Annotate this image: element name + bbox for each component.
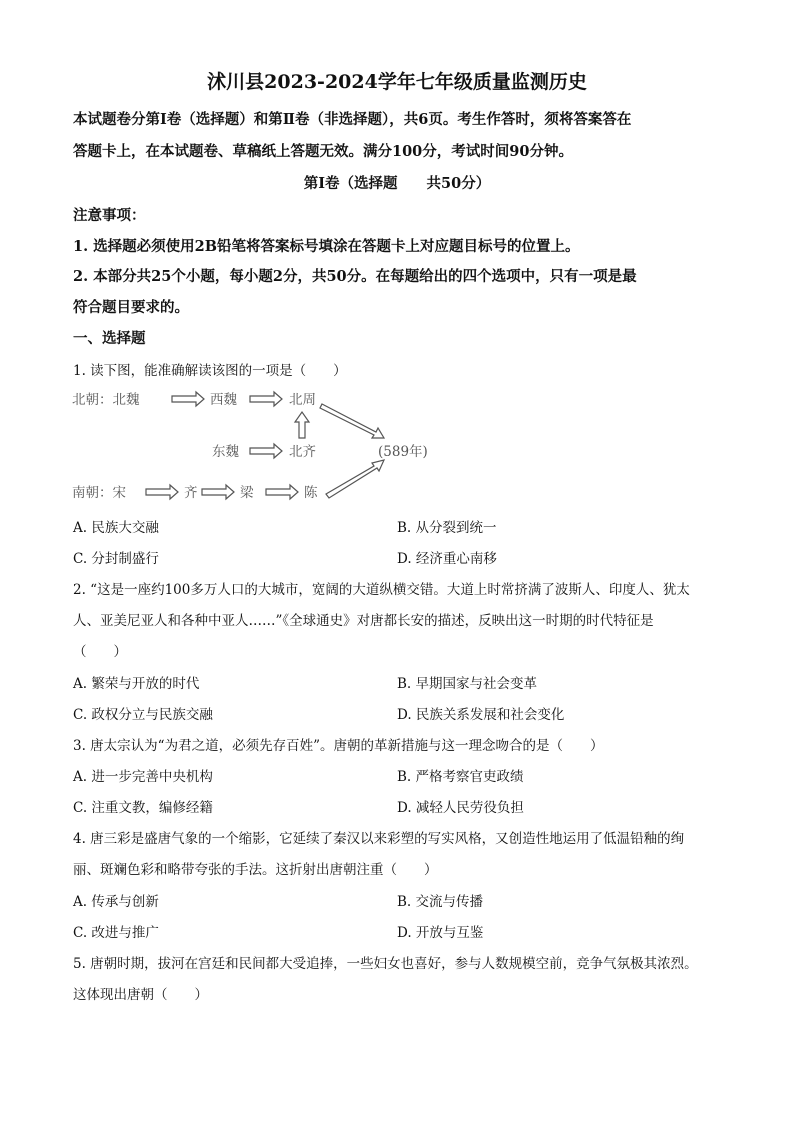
- arrow-up-icon: [295, 412, 309, 438]
- north-zhou-label: 北周: [289, 392, 316, 408]
- north-dynasty-label: 北朝：北魏: [72, 392, 140, 408]
- question-2-option-d: D. 民族关系发展和社会变化: [397, 707, 565, 723]
- notice-heading: 注意事项：: [73, 207, 146, 224]
- question-2-line-1: 2. “这是一座约100多万人口的大城市，宽阔的大道纵横交错。大道上时常挤满了波斯人、印度人、犹太: [73, 582, 690, 598]
- question-3-option-c: C. 注重文教，编修经籍: [73, 800, 213, 816]
- chen-label: 陈: [304, 485, 318, 501]
- exam-title: 沭川县2023-2024学年七年级质量监测历史: [207, 71, 587, 93]
- question-4-option-a: A. 传承与创新: [73, 894, 159, 910]
- year-label: (589年): [378, 444, 428, 460]
- question-1-option-b: B. 从分裂到统一: [397, 520, 497, 536]
- notice-item-2-line-2: 符合题目要求的。: [73, 299, 189, 316]
- part-heading: 一、选择题: [73, 330, 146, 347]
- arrow-icon: [172, 392, 204, 406]
- question-3-option-b: B. 严格考察官吏政绩: [397, 769, 524, 785]
- north-qi-label: 北齐: [289, 444, 316, 460]
- question-3-option-d: D. 减轻人民劳役负担: [397, 800, 524, 816]
- intro-line-2: 答题卡上，在本试题卷、草稿纸上答题无效。满分100分，考试时间90分钟。: [73, 143, 573, 160]
- west-wei-label: 西魏: [210, 392, 237, 408]
- question-2-option-a: A. 繁荣与开放的时代: [73, 676, 200, 692]
- question-3-option-a: A. 进一步完善中央机构: [73, 769, 213, 785]
- question-2-option-b: B. 早期国家与社会变革: [397, 676, 538, 692]
- qi-label: 齐: [184, 485, 198, 501]
- east-wei-label: 东魏: [212, 444, 239, 460]
- question-4-line-1: 4. 唐三彩是盛唐气象的一个缩影，它延续了秦汉以来彩塑的写实风格，又创造性地运用了低温铅釉的绚: [73, 831, 685, 847]
- south-dynasty-label: 南朝：宋: [72, 485, 126, 501]
- dynasty-flow-diagram: [70, 386, 450, 504]
- question-3-text: 3. 唐太宗认为“为君之道，必须先存百姓”。唐朝的革新措施与这一理念吻合的是（ ）: [73, 738, 604, 754]
- question-1-option-a: A. 民族大交融: [73, 520, 159, 536]
- question-4-option-b: B. 交流与传播: [397, 894, 484, 910]
- question-1-option-c: C. 分封制盛行: [73, 551, 159, 567]
- arrow-icon: [146, 485, 178, 499]
- question-1-option-d: D. 经济重心南移: [397, 551, 497, 567]
- question-2-option-c: C. 政权分立与民族交融: [73, 707, 213, 723]
- notice-item-1: 1. 选择题必须使用2B铅笔将答案标号填涂在答题卡上对应题目标号的位置上。: [73, 238, 580, 255]
- question-1-text: 1. 读下图，能准确解读该图的一项是（ ）: [73, 363, 347, 379]
- question-2-line-3: （ ）: [73, 644, 127, 660]
- arrow-icon: [250, 444, 282, 458]
- question-5-line-1: 5. 唐朝时期，拔河在宫廷和民间都大受追捧，一些妇女也喜好，参与人数规模空前，竞争气氛极其浓烈。: [73, 956, 698, 972]
- question-4-option-d: D. 开放与互鉴: [397, 925, 484, 941]
- notice-item-2-line-1: 2. 本部分共25个小题，每小题2分，共50分。在每题给出的四个选项中，只有一项是最: [73, 268, 637, 285]
- arrow-diagonal-icon: [326, 460, 384, 498]
- question-4-option-c: C. 改进与推广: [73, 925, 159, 941]
- arrow-diagonal-icon: [320, 404, 384, 438]
- section-title: 第Ⅰ卷（选择题 共50分）: [303, 175, 491, 192]
- question-4-line-2: 丽、斑斓色彩和略带夸张的手法。这折射出唐朝注重（ ）: [73, 862, 438, 878]
- arrow-icon: [250, 392, 282, 406]
- question-2-line-2: 人、亚美尼亚人和各种中亚人……”《全球通史》对唐都长安的描述，反映出这一时期的时代特征是: [73, 613, 654, 629]
- liang-label: 梁: [240, 485, 254, 501]
- intro-line-1: 本试题卷分第Ⅰ卷（选择题）和第Ⅱ卷（非选择题），共6页。考生作答时，须将答案答在: [73, 111, 632, 128]
- question-5-line-2: 这体现出唐朝（ ）: [73, 987, 208, 1003]
- arrow-icon: [202, 485, 234, 499]
- arrow-icon: [266, 485, 298, 499]
